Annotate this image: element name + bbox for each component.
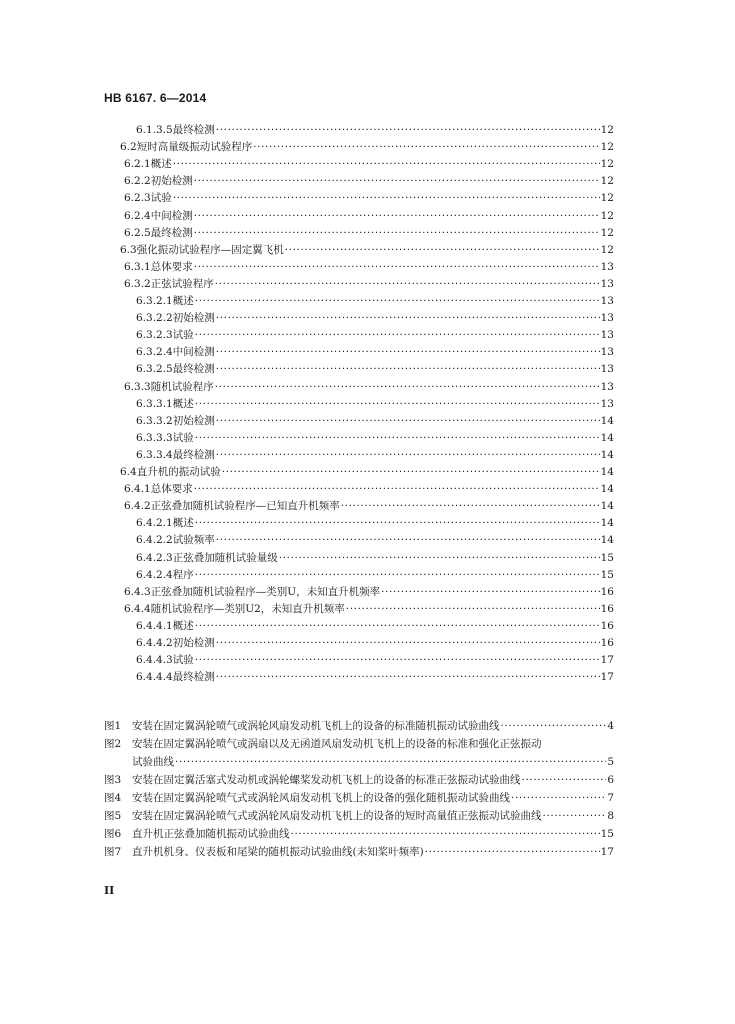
toc-entry-number: 6.3.3.3 — [136, 431, 173, 444]
leader-dots — [216, 449, 600, 461]
toc-entry-number: 6.4.4.1 — [136, 619, 173, 632]
toc-entry-number: 6.3.2.4 — [136, 346, 173, 359]
toc-entry-title: 试验 — [150, 192, 172, 205]
toc-entry-number: 6.2 — [120, 141, 137, 154]
toc-entry-page: 14 — [600, 448, 614, 461]
toc-entry[interactable] — [136, 325, 614, 341]
toc-entry-number: 6.4.4 — [124, 602, 151, 615]
toc-entry-title: 中间检测 — [172, 346, 215, 359]
toc-entry-page: 17 — [600, 671, 614, 684]
toc-entry[interactable] — [124, 274, 614, 290]
leader-dots — [194, 261, 600, 273]
leader-dots — [175, 756, 606, 768]
toc-entry-page: 13 — [600, 295, 614, 307]
toc-entry[interactable] — [136, 548, 614, 564]
toc-entry-number: 6.4.2.3 — [136, 551, 173, 564]
figure-label: 图1 — [104, 720, 122, 732]
toc-entry-number: 6.4.2.4 — [136, 568, 173, 581]
toc-entry[interactable] — [120, 137, 614, 153]
toc-entry-page: 13 — [600, 397, 614, 410]
leader-dots — [216, 415, 600, 427]
leader-dots — [341, 500, 600, 512]
toc-entry-page: 12 — [600, 141, 614, 154]
figure-entry[interactable] — [0, 786, 735, 804]
toc-entry[interactable] — [136, 120, 614, 136]
leader-dots — [501, 720, 607, 732]
toc-entry-title: 初始检测 — [172, 414, 215, 427]
toc-entry[interactable] — [136, 359, 614, 375]
toc-entry[interactable] — [136, 394, 614, 410]
toc-entry-number: 6.3.3.4 — [136, 448, 173, 461]
document-code: HB 6167. 6—2014 — [104, 91, 207, 105]
toc-entry[interactable] — [124, 171, 614, 187]
figure-page: 4 — [607, 720, 614, 732]
leader-dots — [194, 175, 600, 187]
toc-entry[interactable] — [136, 291, 614, 307]
toc-entry-number: 6.3.3.1 — [136, 397, 173, 410]
toc-entry-title: 最终检测 — [172, 363, 215, 376]
toc-entry[interactable] — [136, 616, 614, 632]
leader-dots — [425, 846, 600, 858]
toc-entry-page: 13 — [600, 363, 614, 376]
toc-entry-title: 最终检测 — [172, 448, 215, 461]
toc-entry-number: 6.1.3.5 — [136, 124, 173, 136]
toc-entry-number: 6.4.4.4 — [136, 671, 173, 684]
leader-dots — [195, 398, 600, 410]
toc-entry-page: 12 — [600, 243, 614, 256]
toc-entry-title: 试验频率 — [172, 534, 215, 547]
figure-page: 6 — [607, 774, 614, 786]
leader-dots — [195, 517, 600, 529]
leader-dots — [173, 192, 600, 204]
toc-entry[interactable] — [136, 428, 614, 444]
toc-entry-title: 概述 — [172, 295, 194, 307]
figure-title: 安装在固定翼涡轮喷气或涡轮风扇发动机飞机上的设备的标准随机振动试验曲线 — [132, 720, 500, 732]
toc-entry-title: 程序 — [172, 568, 194, 581]
toc-entry-page: 16 — [600, 619, 614, 632]
toc-entry-number: 6.4 — [120, 466, 137, 478]
toc-entry-number: 6.3.3 — [124, 380, 151, 393]
toc-entry[interactable] — [120, 462, 614, 478]
leader-dots — [216, 346, 600, 358]
toc-entry-page: 13 — [600, 346, 614, 359]
toc-entry-page: 14 — [600, 483, 614, 496]
leader-dots — [173, 158, 600, 170]
figure-title: 安装在固定翼涡轮喷气式或涡轮风扇发动机飞机上的设备的短时高量值正弦振动试验曲线 — [132, 810, 542, 822]
leader-dots — [222, 466, 600, 478]
toc-entry-number: 6.3.2.1 — [136, 295, 173, 307]
toc-entry-number: 6.2.1 — [124, 158, 151, 171]
toc-entry-title: 最终检测 — [150, 226, 193, 239]
toc-entry[interactable] — [124, 257, 614, 273]
toc-entry[interactable] — [136, 445, 614, 461]
toc-entry-page: 14 — [600, 534, 614, 547]
toc-entry-page: 13 — [600, 277, 614, 290]
leader-dots — [522, 774, 607, 786]
leader-dots — [291, 828, 600, 840]
figure-label: 图4 — [104, 792, 122, 804]
toc-entry[interactable] — [136, 308, 614, 324]
toc-entry-title: 总体要求 — [150, 483, 193, 496]
toc-entry-number: 6.2.2 — [124, 175, 151, 188]
toc-entry-number: 6.4.1 — [124, 483, 151, 496]
toc-entry-title: 概述 — [172, 397, 194, 410]
toc-entry[interactable] — [136, 411, 614, 427]
toc-entry-number: 6.4.2.2 — [136, 534, 173, 547]
leader-dots — [285, 244, 600, 256]
leader-dots — [216, 124, 600, 136]
toc-entry-title: 概述 — [172, 517, 194, 530]
figure-entry[interactable] — [0, 822, 735, 840]
toc-entry-title: 初始检测 — [150, 175, 193, 188]
toc-entry-page: 14 — [600, 500, 614, 513]
figure-page: 7 — [607, 792, 614, 804]
toc-entry-page: 16 — [600, 637, 614, 649]
toc-entry-number: 6.4.4.3 — [136, 654, 173, 667]
toc-entry-title: 中间检测 — [150, 209, 193, 222]
leader-dots — [279, 552, 600, 564]
toc-entry-number: 6.3.1 — [124, 260, 151, 273]
leader-dots — [194, 227, 600, 239]
leader-dots — [195, 569, 600, 581]
leader-dots — [194, 210, 600, 222]
toc-entry-page: 12 — [600, 192, 614, 205]
toc-entry-page: 12 — [600, 175, 614, 188]
leader-dots — [253, 141, 599, 153]
leader-dots — [216, 671, 600, 683]
toc-entry-number: 6.3.2.5 — [136, 363, 173, 376]
toc-entry-title: 直升机的振动试验 — [136, 466, 221, 478]
figure-title: 试验曲线 — [132, 756, 174, 768]
toc-entry-title: 试验 — [172, 329, 194, 342]
toc-entry-number: 6.2.5 — [124, 226, 151, 239]
figure-page: 8 — [607, 810, 614, 822]
toc-entry-page: 14 — [600, 414, 614, 427]
toc-entry-number: 6.3.2.3 — [136, 329, 173, 342]
toc-entry[interactable] — [136, 513, 614, 529]
toc-entry-title: 初始检测 — [172, 312, 215, 325]
toc-entry-number: 6.3.2 — [124, 277, 151, 290]
leader-dots — [194, 483, 600, 495]
figure-title: 安装在固定翼涡轮喷气式或涡轮风扇发动机飞机上的设备的强化随机振动试验曲线 — [132, 792, 510, 804]
toc-entry-page: 17 — [600, 654, 614, 667]
toc-entry-title: 试验 — [172, 654, 194, 667]
figure-entry[interactable] — [0, 714, 735, 732]
toc-entry-page: 13 — [600, 380, 614, 393]
toc-entry-page: 14 — [600, 466, 614, 478]
toc-entry[interactable] — [136, 633, 614, 649]
figure-title: 直升机机身、仪表板和尾梁的随机振动试验曲线(未知桨叶频率) — [132, 846, 424, 858]
leader-dots — [195, 620, 600, 632]
toc-entry-page: 12 — [600, 209, 614, 222]
toc-entry-title: 试验 — [172, 431, 194, 444]
leader-dots — [511, 792, 606, 804]
toc-entry-number: 6.3 — [120, 243, 137, 256]
toc-entry[interactable] — [124, 223, 614, 239]
leader-dots — [215, 381, 600, 393]
figure-title: 安装在固定翼涡轮喷气或涡扇以及无函道风扇发动机飞机上的设备的标准和强化正弦振动 — [132, 738, 542, 750]
toc-entry-title: 初始检测 — [172, 637, 215, 649]
leader-dots — [216, 312, 600, 324]
toc-entry-title: 正弦叠加随机试验量级 — [172, 551, 278, 564]
toc-entry[interactable] — [124, 479, 614, 495]
toc-entry[interactable] — [124, 188, 614, 204]
toc-entry-number: 6.4.2.1 — [136, 517, 173, 530]
toc-entry-page: 14 — [600, 431, 614, 444]
toc-entry-page: 12 — [600, 226, 614, 239]
leader-dots — [346, 603, 600, 615]
toc-entry-number: 6.3.2.2 — [136, 312, 173, 325]
figure-label: 图2 — [104, 738, 122, 750]
toc-entry[interactable] — [136, 667, 614, 683]
toc-entry[interactable] — [124, 154, 614, 170]
toc-entry-title: 正弦叠加随机试验程序—类别U，未知直升机频率 — [150, 585, 381, 598]
toc-entry-number: 6.4.4.2 — [136, 637, 173, 649]
toc-entry-page: 13 — [600, 312, 614, 325]
toc-entry-page: 12 — [600, 124, 614, 136]
toc-entry-page: 13 — [600, 329, 614, 342]
figure-page: 5 — [607, 756, 614, 768]
toc-entry-page: 16 — [600, 585, 614, 598]
toc-entry-number: 6.2.3 — [124, 192, 151, 205]
figure-page: 15 — [600, 828, 614, 840]
toc-entry-title: 概述 — [172, 619, 194, 632]
toc-entry[interactable] — [136, 565, 614, 581]
toc-entry-page: 12 — [600, 158, 614, 171]
toc-entry-page: 13 — [600, 260, 614, 273]
figure-label: 图5 — [104, 810, 122, 822]
toc-entry-title: 概述 — [150, 158, 172, 171]
toc-entry[interactable] — [120, 240, 614, 256]
toc-entry-number: 6.4.3 — [124, 585, 151, 598]
page-number: II — [104, 884, 115, 897]
figure-entry[interactable] — [0, 804, 735, 822]
figure-entry[interactable] — [0, 732, 735, 750]
figure-entry[interactable] — [0, 768, 735, 786]
figure-title: 安装在固定翼活塞式发动机或涡轮螺桨发动机飞机上的设备的标准正弦振动试验曲线 — [132, 774, 521, 786]
leader-dots — [216, 534, 600, 546]
toc-entry-title: 正弦叠加随机试验程序—已知直升机频率 — [150, 500, 340, 513]
toc-entry-number: 6.2.4 — [124, 209, 151, 222]
toc-entry[interactable] — [124, 599, 614, 615]
toc-entry-title: 最终检测 — [172, 124, 215, 136]
toc-entry-title: 正弦试验程序 — [150, 277, 214, 290]
leader-dots — [381, 586, 600, 598]
toc-entry-page: 16 — [600, 602, 614, 615]
toc-entry-title: 随机试验程序—类别U2，未知直升机频率 — [150, 602, 345, 615]
toc-entry[interactable] — [124, 582, 614, 598]
toc-entry-page: 15 — [600, 568, 614, 581]
toc-entry-title: 短时高量级振动试验程序 — [136, 141, 253, 154]
leader-dots — [195, 654, 600, 666]
toc-entry-title: 随机试验程序 — [150, 380, 214, 393]
toc-entry[interactable] — [124, 377, 614, 393]
leader-dots — [543, 810, 607, 822]
leader-dots — [195, 329, 600, 341]
toc-entry[interactable] — [136, 530, 614, 546]
toc-entry-number: 6.4.2 — [124, 500, 151, 513]
toc-entry-title: 总体要求 — [150, 260, 193, 273]
toc-entry[interactable] — [124, 206, 614, 222]
figure-page: 17 — [600, 846, 614, 858]
leader-dots — [195, 432, 600, 444]
figure-title: 直升机正弦叠加随机振动试验曲线 — [132, 828, 290, 840]
figure-label: 图6 — [104, 828, 122, 840]
leader-dots — [216, 637, 600, 649]
toc-entry-title: 强化振动试验程序—固定翼飞机 — [136, 243, 284, 256]
toc-entry-title: 最终检测 — [172, 671, 215, 684]
toc-entry-number: 6.3.3.2 — [136, 414, 173, 427]
figure-entry[interactable] — [0, 840, 735, 858]
figure-label: 图7 — [104, 846, 122, 858]
leader-dots — [195, 295, 600, 307]
leader-dots — [216, 363, 600, 375]
toc-entry-page: 14 — [600, 517, 614, 530]
toc-entry-page: 15 — [600, 551, 614, 564]
leader-dots — [215, 278, 600, 290]
toc-entry[interactable] — [136, 650, 614, 666]
figure-label: 图3 — [104, 774, 122, 786]
figure-entry-continuation[interactable] — [0, 750, 735, 768]
toc-entry[interactable] — [124, 496, 614, 512]
toc-entry[interactable] — [136, 342, 614, 358]
